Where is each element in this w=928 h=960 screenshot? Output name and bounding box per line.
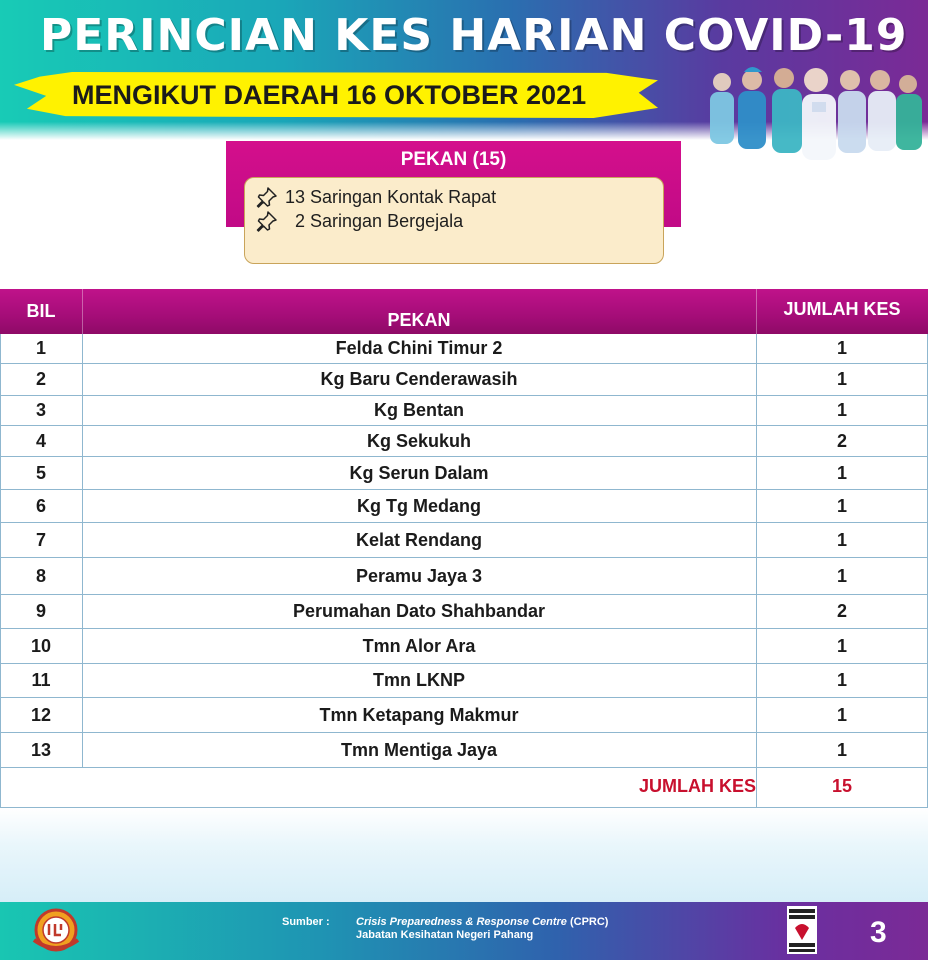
- source-name: Crisis Preparedness & Response Centre: [356, 916, 567, 928]
- healthcare-workers-illustration: [700, 58, 928, 162]
- table-row: [0, 364, 928, 396]
- worker-figure: [868, 70, 896, 151]
- table-row: [0, 396, 928, 426]
- table-row: [0, 457, 928, 490]
- table-row: [0, 733, 928, 768]
- table-row: [0, 426, 928, 457]
- column-header-bil: BIL: [26, 301, 56, 321]
- row-number: 2: [35, 369, 46, 389]
- case-count: 1: [836, 739, 847, 760]
- row-number: 11: [31, 670, 51, 690]
- summary-item-text: 13 Saringan Kontak Rapat: [285, 186, 497, 207]
- page-title: PERINCIAN KES HARIAN COVID-19: [40, 10, 908, 61]
- worker-figure: [738, 67, 766, 149]
- row-number: 9: [35, 601, 46, 621]
- source-abbrev: (CPRC): [566, 916, 609, 928]
- location-name: Kg Tg Medang: [357, 495, 481, 516]
- worker-figure: [772, 68, 802, 153]
- row-number: 5: [35, 462, 46, 483]
- worker-figure: [710, 73, 734, 144]
- location-name: Felda Chini Timur 2: [335, 338, 503, 358]
- row-number: 8: [35, 565, 46, 586]
- pushpin-icon: [255, 210, 279, 232]
- row-number: 13: [30, 739, 52, 760]
- row-number: 6: [35, 495, 46, 516]
- location-name: Kg Serun Dalam: [349, 462, 489, 483]
- table-row: [0, 595, 928, 629]
- source-label: Sumber :: [282, 916, 330, 928]
- case-count: 1: [836, 565, 847, 586]
- column-divider: [82, 334, 83, 768]
- row-number: 12: [30, 704, 52, 725]
- worker-figure: [896, 75, 922, 150]
- location-name: Tmn LKNP: [373, 670, 465, 690]
- location-name: Tmn Ketapang Makmur: [319, 704, 519, 725]
- worker-figure: [802, 68, 836, 160]
- page-subtitle: MENGIKUT DAERAH 16 OKTOBER 2021: [72, 80, 587, 110]
- case-count: 1: [836, 338, 847, 358]
- location-name: Peramu Jaya 3: [355, 565, 483, 586]
- summary-item: [255, 185, 496, 209]
- location-name: Tmn Alor Ara: [362, 635, 476, 656]
- column-divider: [756, 334, 757, 808]
- summary-item: [255, 209, 463, 233]
- case-count: 2: [836, 430, 847, 451]
- table-row: [0, 490, 928, 523]
- case-count: 1: [836, 369, 847, 389]
- table-row: [0, 629, 928, 664]
- case-count: 1: [836, 670, 847, 690]
- case-count: 1: [836, 704, 847, 725]
- row-number: 1: [35, 338, 46, 358]
- location-name: Kg Baru Cenderawasih: [320, 369, 518, 389]
- summary-item-text: 2 Saringan Bergejala: [285, 210, 464, 231]
- location-name: Kelat Rendang: [355, 529, 483, 550]
- case-count: 1: [836, 635, 847, 656]
- column-header-pekan: PEKAN: [387, 310, 451, 330]
- column-header-jumlah: JUMLAH KES: [783, 298, 901, 319]
- case-count: 1: [836, 462, 847, 483]
- row-number: 3: [35, 400, 46, 420]
- location-name: Kg Bentan: [374, 400, 464, 420]
- case-count: 1: [836, 495, 847, 516]
- table-row: [0, 334, 928, 364]
- case-count: 1: [836, 400, 847, 420]
- row-number: 7: [35, 529, 46, 550]
- location-name: Perumahan Dato Shahbandar: [292, 601, 546, 621]
- table-row: [0, 558, 928, 595]
- summary-title: PEKAN (15): [400, 149, 507, 170]
- case-count: 1: [836, 529, 847, 550]
- table-row: [0, 523, 928, 558]
- source-line-2: Jabatan Kesihatan Negeri Pahang: [356, 929, 534, 941]
- page-number: 3: [870, 916, 887, 949]
- table-row: [0, 698, 928, 733]
- case-count: 2: [836, 601, 847, 621]
- total-label: JUMLAH KES: [638, 776, 756, 796]
- location-name: Tmn Mentiga Jaya: [340, 739, 498, 760]
- pushpin-icon: [255, 186, 279, 208]
- source-line-1: [356, 916, 608, 928]
- location-name: Kg Sekukuh: [366, 430, 472, 451]
- bottom-background: [0, 808, 928, 902]
- koi-nak-bersih-logo: [787, 906, 817, 954]
- table-row: [0, 664, 928, 698]
- jkn-logo: [28, 904, 84, 956]
- row-number: 4: [35, 430, 46, 451]
- total-value: 15: [831, 776, 853, 796]
- worker-figure: [838, 70, 866, 153]
- row-number: 10: [30, 635, 52, 656]
